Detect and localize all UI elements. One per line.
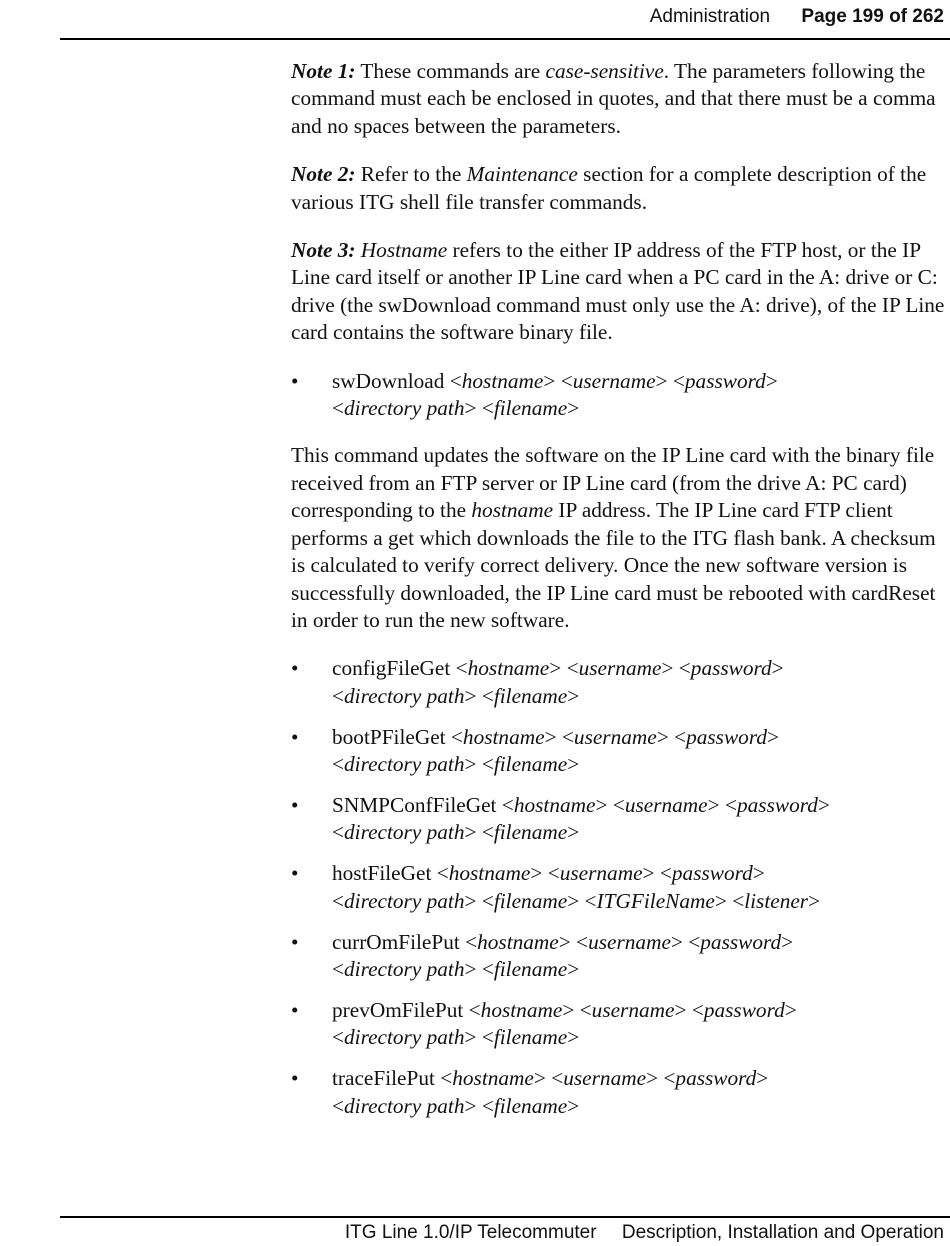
text-segment: <: [332, 820, 345, 845]
text-segment: > <: [567, 888, 597, 913]
italic-text: case-sensitive: [545, 59, 664, 83]
text-segment: >: [567, 683, 580, 708]
italic-text: Hostname: [360, 238, 448, 263]
italic-text: hostname: [461, 368, 544, 393]
italic-text: username: [591, 997, 675, 1022]
bullet-icon: •: [291, 861, 299, 886]
swdownload-command-list: [291, 368, 946, 423]
bullet-icon: •: [291, 792, 299, 817]
command-list-item: [291, 860, 946, 915]
text-segment: IP address. The IP Line card FTP client performs a get which downloads the file to the ITG flash bank. A checksum is calculated to verify correct delivery. Once the new software version is successfully downloaded, the IP Line card must be rebooted with cardReset in order to run the new software.: [291, 498, 936, 632]
italic-text: password: [690, 656, 772, 681]
note-paragraph: [291, 237, 946, 347]
italic-text: hostname: [467, 656, 550, 681]
italic-text: listener: [744, 888, 809, 913]
italic-text: password: [686, 724, 767, 749]
text-segment: section for a complete description of the various ITG shell file transfer commands.: [291, 162, 927, 214]
italic-text: filename: [493, 396, 568, 421]
text-segment: > <: [464, 888, 494, 913]
note-label: Note 2:: [291, 162, 356, 187]
command-list-item: [291, 1065, 946, 1120]
text-segment: > <: [656, 724, 687, 749]
header-section-title: Administration: [649, 6, 771, 27]
command-list-item: [291, 724, 946, 779]
text-segment: > <: [549, 656, 579, 681]
italic-text: username: [624, 792, 708, 817]
text-segment: > <: [646, 1066, 676, 1091]
text-segment: > <: [714, 888, 745, 913]
italic-text: username: [559, 861, 643, 886]
footer-product-name: ITG Line 1.0/IP Telecommuter: [344, 1222, 597, 1243]
italic-text: password: [684, 368, 766, 393]
text-segment: >: [771, 656, 784, 681]
italic-text: ITGFileName: [596, 888, 715, 913]
italic-text: username: [572, 368, 656, 393]
text-segment: >: [567, 1025, 580, 1050]
command-list-item: [291, 792, 946, 847]
swdownload-description: [291, 442, 946, 634]
text-segment: bootPFileGet <: [332, 724, 463, 749]
text-segment: >: [781, 929, 794, 954]
italic-text: Maintenance: [466, 162, 578, 187]
footer-document-title: Description, Installation and Operation: [621, 1222, 944, 1243]
text-segment: > <: [595, 792, 625, 817]
text-segment: refers to the either IP address of the FTP host, or the IP Line card itself or another IP Line card when a PC card in the A: drive or C: drive (the swDownload command must only use the A: drive), of the IP Line card contains the software binary file.: [291, 238, 945, 345]
text-segment: > <: [530, 861, 560, 886]
text-segment: > <: [642, 861, 672, 886]
text-segment: <: [332, 888, 345, 913]
italic-text: directory path: [344, 396, 465, 421]
text-segment: hostFileGet <: [332, 861, 449, 886]
text-segment: Refer to the: [355, 162, 467, 187]
text-segment: <: [332, 1093, 345, 1118]
italic-text: filename: [493, 956, 568, 981]
italic-text: directory path: [344, 1025, 465, 1050]
text-segment: >: [567, 396, 580, 421]
italic-text: filename: [493, 820, 568, 845]
italic-text: filename: [493, 752, 568, 777]
italic-text: password: [703, 997, 785, 1022]
text-segment: > <: [670, 929, 701, 954]
text-segment: >: [567, 820, 580, 845]
text-segment: configFileGet <: [332, 656, 468, 681]
italic-text: username: [563, 1066, 647, 1091]
text-segment: > <: [544, 724, 574, 749]
text-segment: These commands are: [355, 59, 546, 83]
text-segment: > <: [655, 368, 685, 393]
italic-text: username: [588, 929, 671, 954]
note-label: Note 3:: [291, 238, 356, 263]
italic-text: hostname: [471, 498, 554, 523]
italic-text: filename: [493, 888, 568, 913]
italic-text: hostname: [448, 861, 531, 886]
header-page-number: Page 199 of 262: [801, 6, 944, 27]
command-list-item: [291, 655, 946, 710]
italic-text: password: [671, 861, 753, 886]
text-segment: > <: [533, 1066, 564, 1091]
file-command-list: [291, 655, 946, 1120]
italic-text: username: [578, 656, 662, 681]
text-segment: >: [752, 861, 765, 886]
text-segment: > <: [674, 997, 704, 1022]
italic-text: directory path: [344, 888, 465, 913]
italic-text: directory path: [344, 752, 465, 777]
text-segment: SNMPConfFileGet <: [332, 792, 514, 817]
note-label: Note 1:: [291, 59, 356, 83]
text-segment: prevOmFilePut <: [332, 997, 481, 1022]
text-segment: >: [567, 752, 580, 777]
italic-text: directory path: [344, 956, 465, 981]
text-segment: <: [332, 1025, 345, 1050]
page-header: [650, 0, 944, 34]
italic-text: hostname: [513, 792, 596, 817]
document-body: [291, 58, 946, 1134]
text-segment: This command updates the software on the IP Line card with the binary file received from an FTP server or IP Line card (from the drive A: PC card) corresponding to the: [291, 443, 935, 523]
italic-text: filename: [493, 1093, 568, 1118]
bullet-icon: •: [291, 368, 299, 393]
text-segment: >: [808, 888, 821, 913]
bullet-icon: •: [291, 656, 299, 681]
italic-text: directory path: [344, 820, 465, 845]
italic-text: directory path: [344, 683, 465, 708]
text-segment: . The parameters following the command must each be enclosed in quotes, and that there must be a comma and no spaces between the parameters.: [291, 59, 936, 138]
text-segment: > <: [464, 1093, 494, 1118]
text-segment: >: [567, 956, 580, 981]
text-segment: > <: [543, 368, 573, 393]
italic-text: password: [675, 1066, 757, 1091]
italic-text: directory path: [344, 1093, 465, 1118]
text-segment: <: [332, 683, 345, 708]
text-segment: currOmFilePut <: [332, 929, 478, 954]
text-segment: > <: [707, 792, 737, 817]
command-list-item: [291, 929, 946, 984]
header-rule: [60, 38, 950, 40]
text-segment: > <: [661, 656, 691, 681]
text-segment: > <: [464, 1025, 494, 1050]
text-segment: > <: [464, 752, 494, 777]
text-segment: >: [784, 997, 797, 1022]
italic-text: password: [737, 792, 818, 817]
command-list-item: [291, 997, 946, 1052]
italic-text: password: [700, 929, 782, 954]
text-segment: <: [332, 752, 345, 777]
text-segment: <: [332, 396, 345, 421]
text-segment: >: [765, 368, 778, 393]
italic-text: hostname: [452, 1066, 534, 1091]
notes-block: [291, 58, 946, 347]
text-segment: > <: [464, 683, 494, 708]
note-paragraph: [291, 161, 946, 216]
text-segment: >: [817, 792, 830, 817]
text-segment: > <: [464, 820, 494, 845]
italic-text: hostname: [477, 929, 559, 954]
text-segment: swDownload <: [332, 368, 462, 393]
bullet-icon: •: [291, 929, 299, 954]
text-segment: > <: [464, 956, 494, 981]
command-list-item: [291, 368, 946, 423]
italic-text: hostname: [462, 724, 545, 749]
text-segment: >: [567, 1093, 580, 1118]
italic-text: filename: [493, 683, 568, 708]
text-segment: traceFilePut <: [332, 1066, 453, 1091]
text-segment: > <: [464, 396, 494, 421]
footer-rule: [60, 1216, 950, 1218]
page-footer: [345, 1220, 944, 1246]
bullet-icon: •: [291, 1066, 299, 1091]
bullet-icon: •: [291, 724, 299, 749]
text-segment: >: [766, 724, 779, 749]
text-segment: > <: [562, 997, 592, 1022]
bullet-icon: •: [291, 997, 299, 1022]
text-segment: > <: [558, 929, 589, 954]
note-paragraph: [291, 58, 946, 140]
italic-text: username: [573, 724, 657, 749]
text-segment: >: [756, 1066, 769, 1091]
text-segment: <: [332, 956, 345, 981]
italic-text: filename: [493, 1025, 568, 1050]
italic-text: hostname: [480, 997, 563, 1022]
